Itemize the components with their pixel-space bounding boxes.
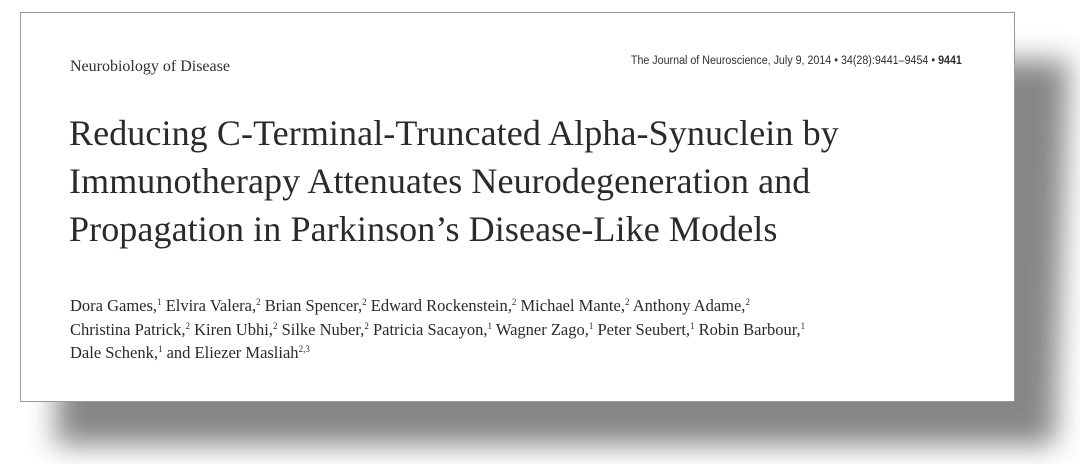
- author: Christina Patrick,$^2$: [70, 319, 190, 339]
- page-number: 9441: [938, 55, 962, 67]
- author: Michael Mante,$^2$: [520, 296, 630, 315]
- author-list: [70, 294, 1000, 365]
- author: Kiren Ubhi,$^2$: [194, 319, 278, 339]
- author-line: [70, 318, 1000, 342]
- author: Wagner Zago,$^1$: [495, 319, 594, 339]
- author-line: [70, 294, 1000, 318]
- author: Silke Nuber,$^2$: [281, 319, 369, 339]
- author: Patricia Sacayon,$^1$: [372, 319, 492, 339]
- author: Anthony Adame,$^2$: [632, 296, 750, 315]
- paper-page: [20, 12, 1015, 402]
- article-title: [69, 109, 999, 253]
- citation-text: The Journal of Neuroscience, July 9, 2014 • 34(28):9441–9454 •: [631, 55, 936, 67]
- section-label: Neurobiology of Disease: [70, 58, 230, 75]
- title-line: Propagation in Parkinson’s Disease-Like Models: [69, 209, 778, 249]
- author: Peter Seubert,$^1$: [597, 319, 695, 339]
- author: Dale Schenk,$^1$: [70, 343, 163, 362]
- author: Brian Spencer,$^2$: [264, 296, 367, 315]
- author: Robin Barbour,$^1$: [698, 319, 806, 339]
- author: Dora Games,$^1$: [70, 296, 162, 315]
- author-line: [70, 341, 1000, 365]
- title-line: Reducing C-Terminal-Truncated Alpha-Synuclein by: [69, 113, 839, 153]
- author: Edward Rockenstein,$^2$: [370, 296, 517, 315]
- author: and Eliezer Masliah$^{2,3}$: [166, 343, 310, 362]
- journal-citation: [631, 55, 962, 67]
- author: Elvira Valera,$^2$: [165, 296, 261, 315]
- title-line: Immunotherapy Attenuates Neurodegeneration and: [69, 161, 811, 201]
